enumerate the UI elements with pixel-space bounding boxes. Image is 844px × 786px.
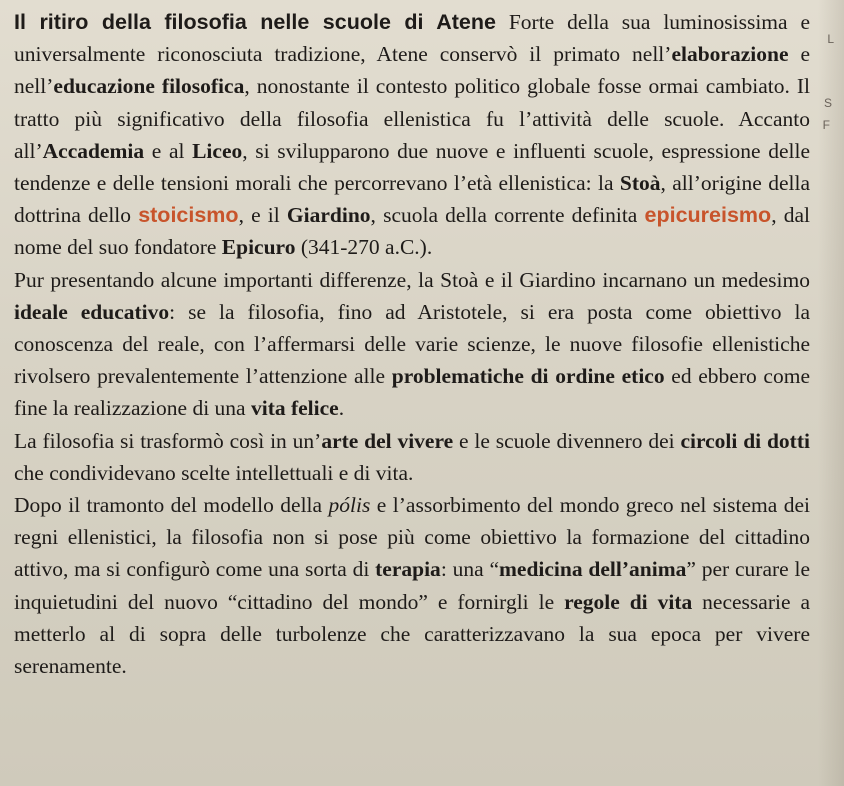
adjacent-page-edge bbox=[818, 0, 844, 786]
body-paragraph bbox=[14, 264, 810, 425]
bold-term: circoli di dotti bbox=[680, 428, 810, 453]
text-run: , nonostante il contesto politico globale fosse ormai cambiato. Il tratto più significativo della filosofia ellenistica fu l’attività delle scuole. Accanto all’ bbox=[14, 74, 811, 163]
text-run: , e il bbox=[238, 203, 287, 228]
key-term: stoicismo bbox=[138, 203, 239, 228]
bold-term: Stoà bbox=[619, 171, 661, 196]
italic-term: pólis bbox=[328, 493, 371, 518]
bold-term: Giardino bbox=[286, 203, 371, 228]
section-heading: Il ritiro della filosofia nelle scuole di Atene bbox=[14, 10, 496, 34]
bold-term: medicina dell’anima bbox=[499, 557, 687, 582]
intro-paragraph bbox=[14, 6, 810, 264]
body-text bbox=[14, 6, 810, 682]
bold-term: vita felice bbox=[250, 396, 339, 421]
text-run: e al bbox=[144, 138, 193, 163]
text-run: e nell’ bbox=[14, 42, 811, 99]
text-run: Pur presentando alcune importanti differenze, la Stoà e il Giardino incarnano un medesimo bbox=[14, 267, 810, 292]
bold-term: problematiche di ordine etico bbox=[391, 364, 665, 389]
text-run: . bbox=[338, 396, 345, 421]
text-run: : se la filosofia, fino ad Aristotele, si era posta come obiettivo la conoscenza del reale, con l’affermarsi delle varie scienze, le nuove filosofie ellenistiche rivolsero prevalentemente l’attenzione alle bbox=[14, 299, 810, 389]
bold-term: Epicuro bbox=[221, 235, 296, 260]
bold-term: terapia bbox=[375, 557, 441, 582]
key-term: epicureismo bbox=[644, 203, 772, 228]
bold-term: educazione filosofica bbox=[53, 74, 245, 99]
margin-mark: S bbox=[823, 96, 832, 110]
bold-term: Accademia bbox=[42, 138, 145, 163]
text-run: necessarie a metterlo al di sopra delle turbolenze che caratterizzavano la sua epoca per vivere serenamente. bbox=[14, 589, 810, 679]
text-run: , dal nome del suo fondatore bbox=[14, 203, 810, 260]
bold-term: Liceo bbox=[192, 138, 243, 163]
text-run: : una “ bbox=[440, 557, 499, 582]
bold-term: regole di vita bbox=[564, 589, 693, 614]
bold-term: ideale educativo bbox=[14, 299, 170, 324]
text-run: , si svilupparono due nuove e influenti scuole, espressione delle tendenze e delle tensioni morali che percorrevano l’età ellenistica: la bbox=[14, 138, 811, 196]
text-run: Forte della sua luminosissima e universalmente riconosciuta tradizione, Atene conservò il primato nell’ bbox=[14, 10, 811, 67]
text-run: La filosofia si trasformò così in un’ bbox=[14, 428, 322, 453]
bold-term: arte del vivere bbox=[321, 428, 454, 453]
margin-mark: L bbox=[827, 32, 834, 46]
body-paragraph bbox=[14, 489, 810, 682]
text-run: ” per curare le inquietudini del nuovo “cittadino del mondo” e fornirgli le bbox=[14, 557, 811, 614]
text-run: ed ebbero come fine la realizzazione di una bbox=[14, 364, 810, 421]
text-run: , scuola della corrente definita bbox=[370, 203, 645, 228]
text-run: e le scuole divennero dei bbox=[453, 428, 681, 453]
text-run: (341-270 a.C.). bbox=[295, 235, 433, 260]
margin-mark: F bbox=[822, 118, 830, 132]
text-run: Dopo il tramonto del modello della bbox=[14, 493, 329, 518]
text-run: , all’origine della dottrina dello bbox=[14, 171, 810, 228]
text-run: e l’assorbimento del mondo greco nel sistema dei regni ellenistici, la filosofia non si pose più come obiettivo la formazione del cittadino attivo, ma si configurò come una sorta di bbox=[14, 493, 810, 582]
text-run: che condividevano scelte intellettuali e di vita. bbox=[14, 460, 414, 485]
body-paragraph bbox=[14, 425, 810, 489]
bold-term: elaborazione bbox=[671, 42, 789, 67]
